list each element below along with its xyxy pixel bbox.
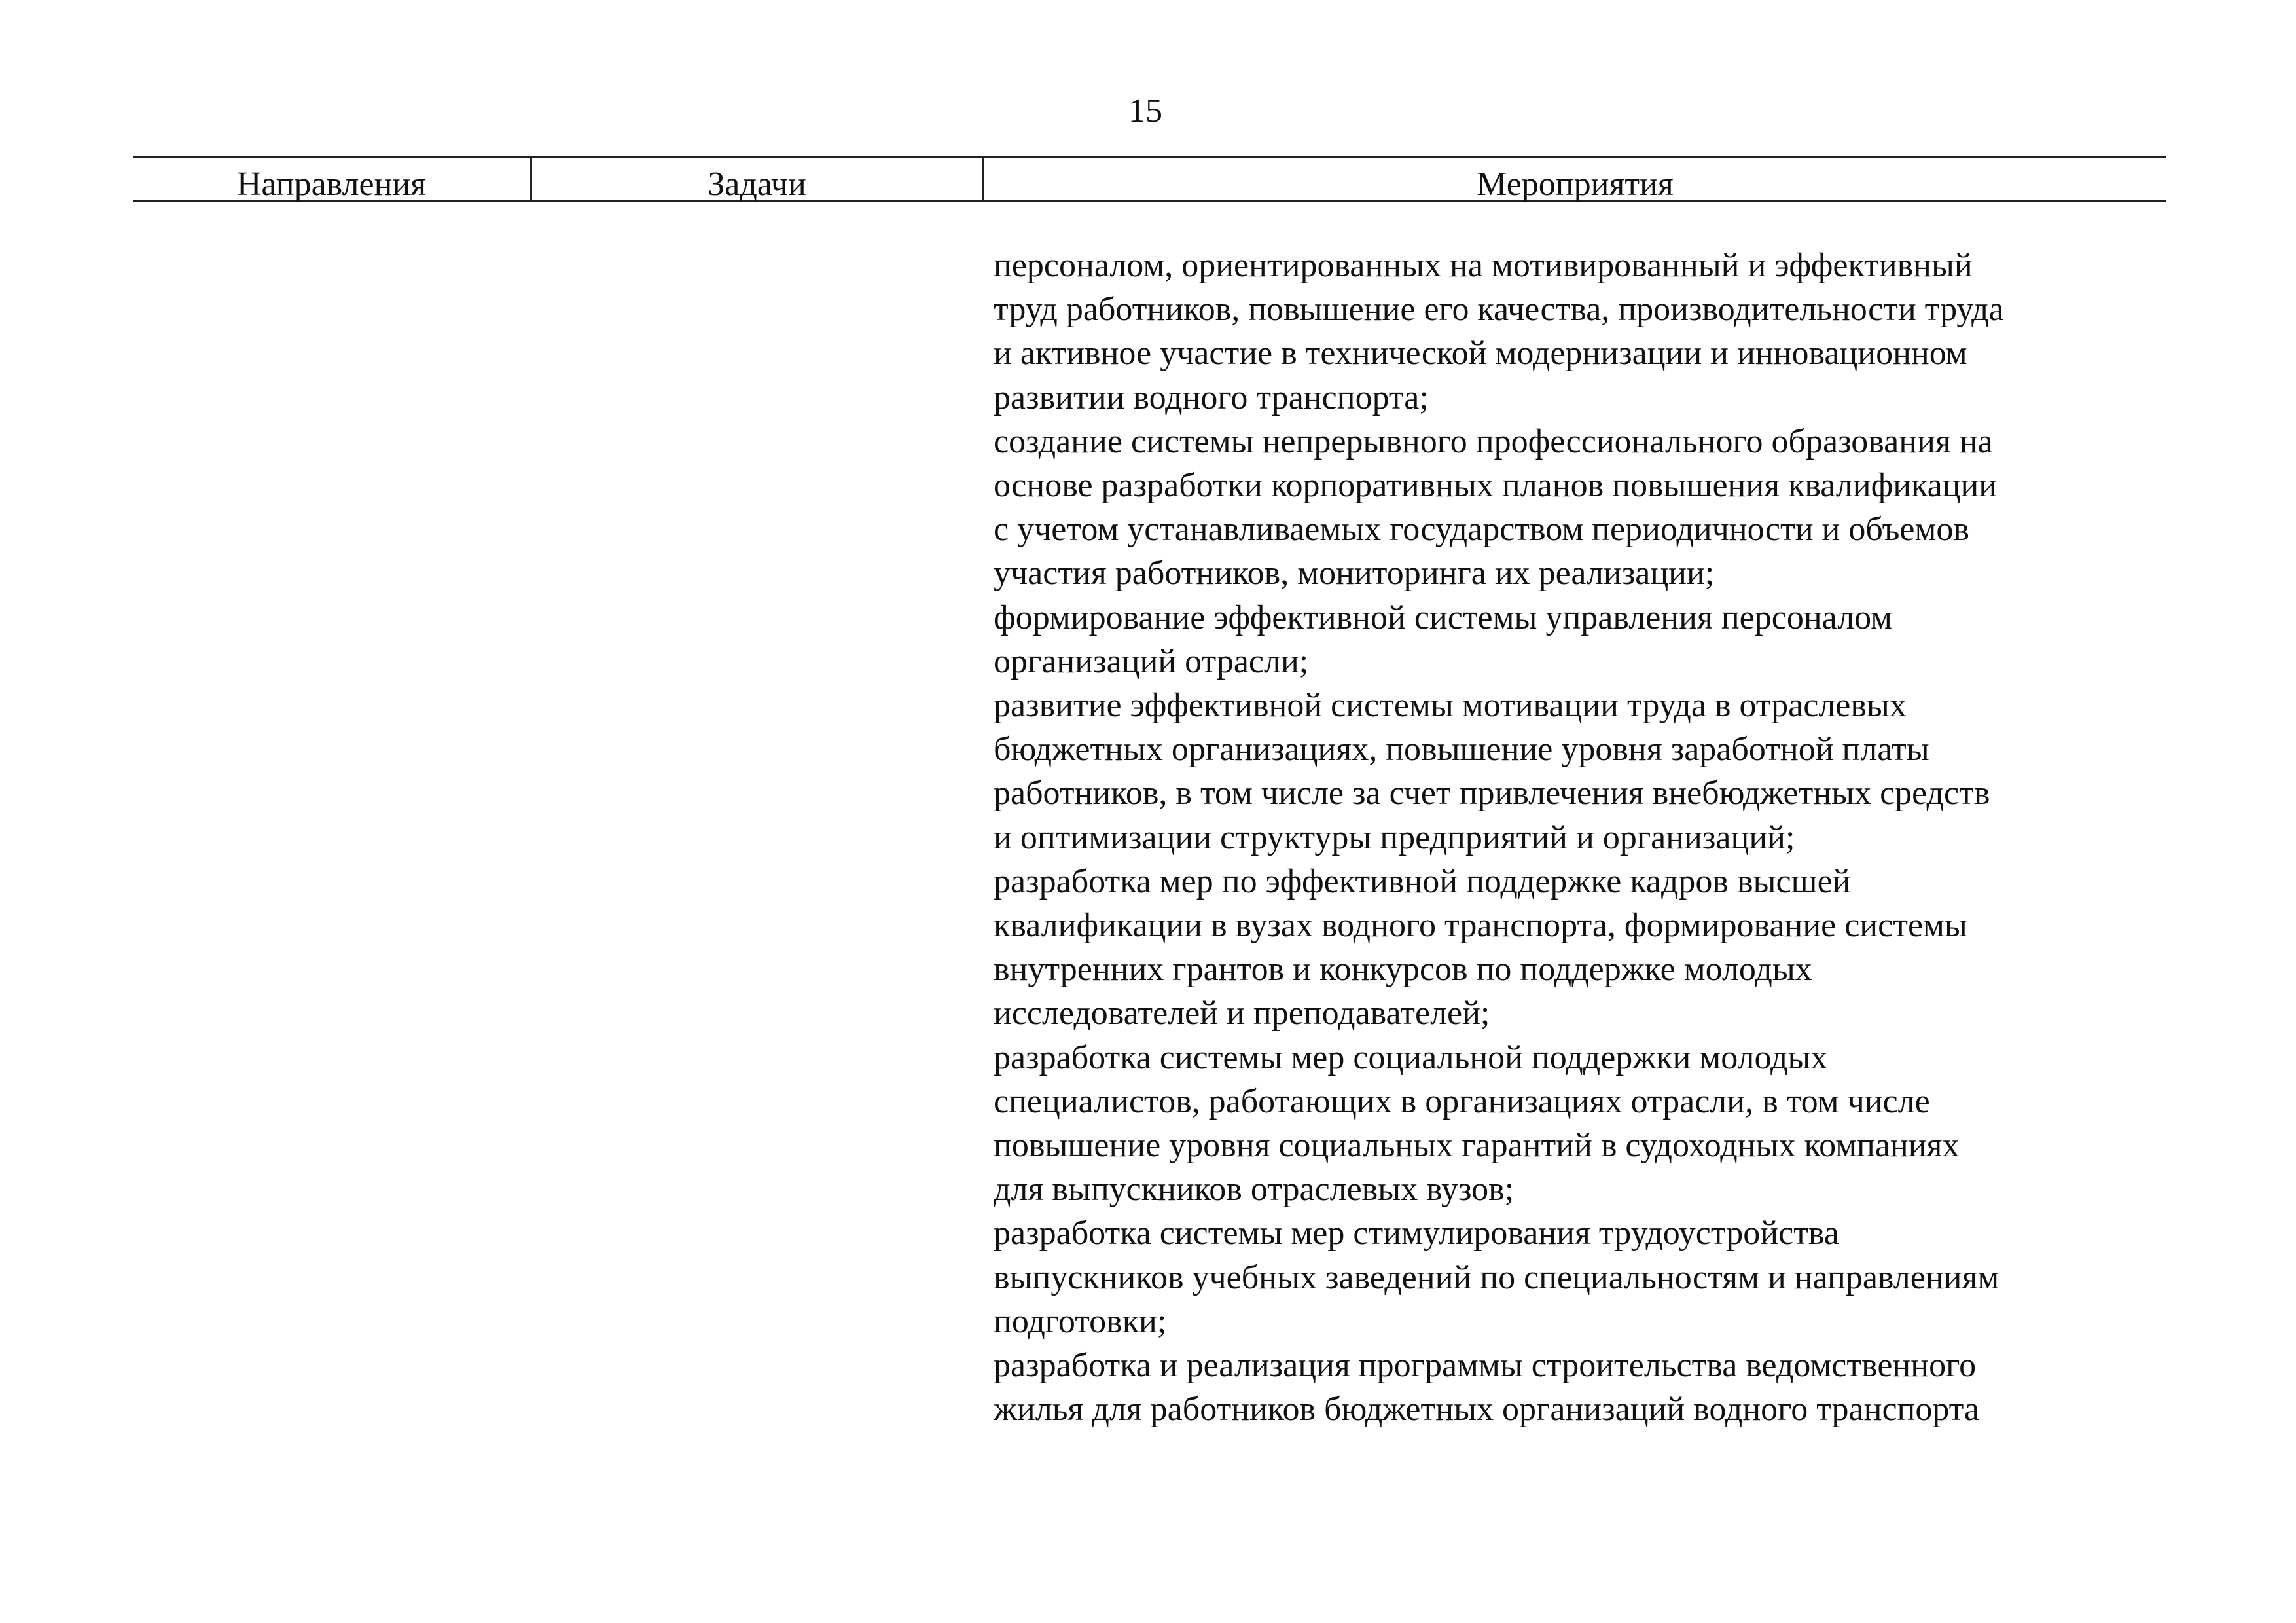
- text-line: и оптимизации структуры предприятий и организаций;: [994, 818, 1795, 856]
- text-line: формирование эффективной системы управления персоналом: [994, 598, 1893, 636]
- text-line: создание системы непрерывного профессионального образования на: [994, 422, 1993, 460]
- text-line: бюджетных организациях, повышение уровня заработной платы: [994, 731, 1929, 769]
- text-line: организаций отрасли;: [994, 642, 1309, 680]
- text-line: исследователей и преподавателей;: [994, 994, 1490, 1032]
- text-line: разработка и реализация программы строительства ведомственного: [994, 1347, 1977, 1385]
- text-line: с учетом устанавливаемых государством периодичности и объемов: [994, 511, 1969, 549]
- text-line: труд работников, повышение его качества, производительности труда: [994, 291, 2004, 329]
- text-line: выпускников учебных заведений по специальностям и направлениям: [994, 1258, 2000, 1296]
- text-line: участия работников, мониторинга их реализации;: [994, 555, 1715, 593]
- text-line: специалистов, работающих в организациях отрасли, в том числе: [994, 1082, 1930, 1120]
- text-line: разработка системы мер социальной поддержки молодых: [994, 1038, 1828, 1076]
- text-line: жилья для работников бюджетных организаций водного транспорта: [994, 1391, 1980, 1429]
- column-header-tasks: Задачи: [530, 158, 982, 200]
- page-number: 15: [1128, 92, 1162, 130]
- column-header-directions: Направления: [236, 166, 427, 203]
- text-line: подготовки;: [994, 1302, 1167, 1340]
- text-line: развитие эффективной системы мотивации труда в отраслевых: [994, 687, 1907, 725]
- text-line: и активное участие в технической модернизации и инновационном: [994, 335, 1967, 373]
- table-header: [133, 156, 2166, 202]
- text-line: повышение уровня социальных гарантий в судоходных компаниях: [994, 1127, 1960, 1165]
- text-line: персоналом, ориентированных на мотивированный и эффективный: [994, 247, 1973, 284]
- text-line: разработка системы мер стимулирования трудоустройства: [994, 1214, 1839, 1252]
- text-line: развитии водного транспорта;: [994, 378, 1429, 416]
- column-header-events: Мероприятия: [982, 158, 2166, 200]
- text-line: квалификации в вузах водного транспорта, формирование системы: [994, 907, 1967, 945]
- events-column-text: [994, 244, 2165, 1431]
- text-line: основе разработки корпоративных планов повышения квалификации: [994, 467, 1998, 505]
- text-line: работников, в том числе за счет привлечения внебюджетных средств: [994, 775, 1990, 812]
- text-line: для выпускников отраслевых вузов;: [994, 1171, 1515, 1209]
- text-line: разработка мер по эффективной поддержке кадров высшей: [994, 862, 1851, 900]
- text-line: внутренних грантов и конкурсов по поддержке молодых: [994, 951, 1812, 989]
